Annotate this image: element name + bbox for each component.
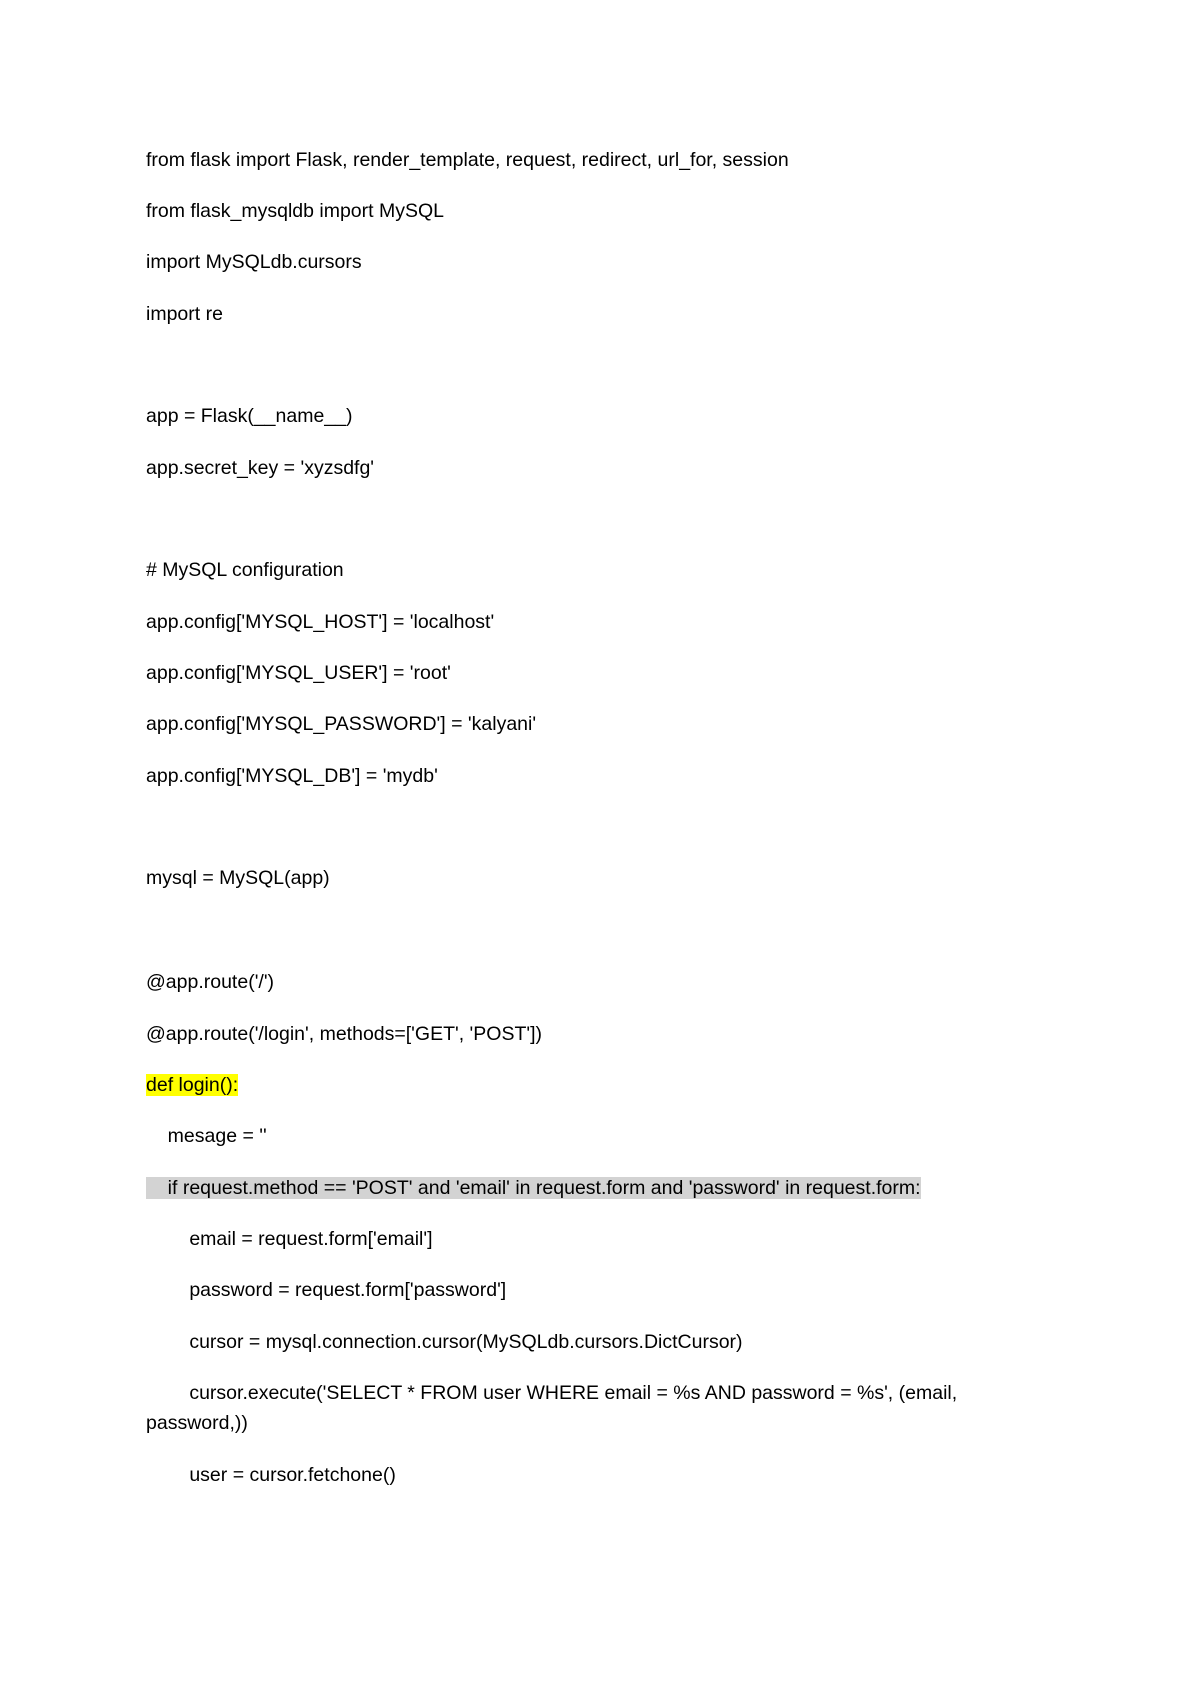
code-line-route-root: @app.route('/') xyxy=(146,971,275,993)
code-line-config-host: app.config['MYSQL_HOST'] = 'localhost' xyxy=(146,611,495,633)
code-line-import-mysqldb: from flask_mysqldb import MySQL xyxy=(146,200,444,222)
code-line-import-flask: from flask import Flask, render_template, request, redirect, url_for, session xyxy=(146,149,789,171)
code-line-import-re: import re xyxy=(146,303,223,325)
highlighted-def-login: def login(): xyxy=(146,1074,239,1096)
code-line-mysql-init: mysql = MySQL(app) xyxy=(146,867,330,889)
code-line-password: password = request.form['password'] xyxy=(146,1279,507,1301)
highlighted-if-post: if request.method == 'POST' and 'email' in request.form and 'password' in request.form: xyxy=(146,1177,921,1199)
code-line-fetchone: user = cursor.fetchone() xyxy=(146,1464,396,1486)
code-line-config-password: app.config['MYSQL_PASSWORD'] = 'kalyani' xyxy=(146,713,537,735)
code-line-execute: cursor.execute('SELECT * FROM user WHERE email = %s AND password = %s', (email, xyxy=(146,1382,958,1404)
code-line-def-login xyxy=(146,1070,238,1100)
code-line-if-post xyxy=(146,1173,921,1203)
code-line-mesage: mesage = '' xyxy=(146,1125,267,1147)
code-line-config-user: app.config['MYSQL_USER'] = 'root' xyxy=(146,662,451,684)
code-line-cursor: cursor = mysql.connection.cursor(MySQLdb.cursors.DictCursor) xyxy=(146,1331,743,1353)
code-line-import-cursors: import MySQLdb.cursors xyxy=(146,251,362,273)
code-line-secret-key: app.secret_key = 'xyzsdfg' xyxy=(146,457,375,479)
code-line-execute-cont: password,)) xyxy=(146,1412,248,1434)
code-line-config-db: app.config['MYSQL_DB'] = 'mydb' xyxy=(146,765,438,787)
code-line-email: email = request.form['email'] xyxy=(146,1228,433,1250)
code-line-config-comment: # MySQL configuration xyxy=(146,559,344,581)
code-line-app-create: app = Flask(__name__) xyxy=(146,405,353,427)
code-line-route-login: @app.route('/login', methods=['GET', 'POST']) xyxy=(146,1023,542,1045)
